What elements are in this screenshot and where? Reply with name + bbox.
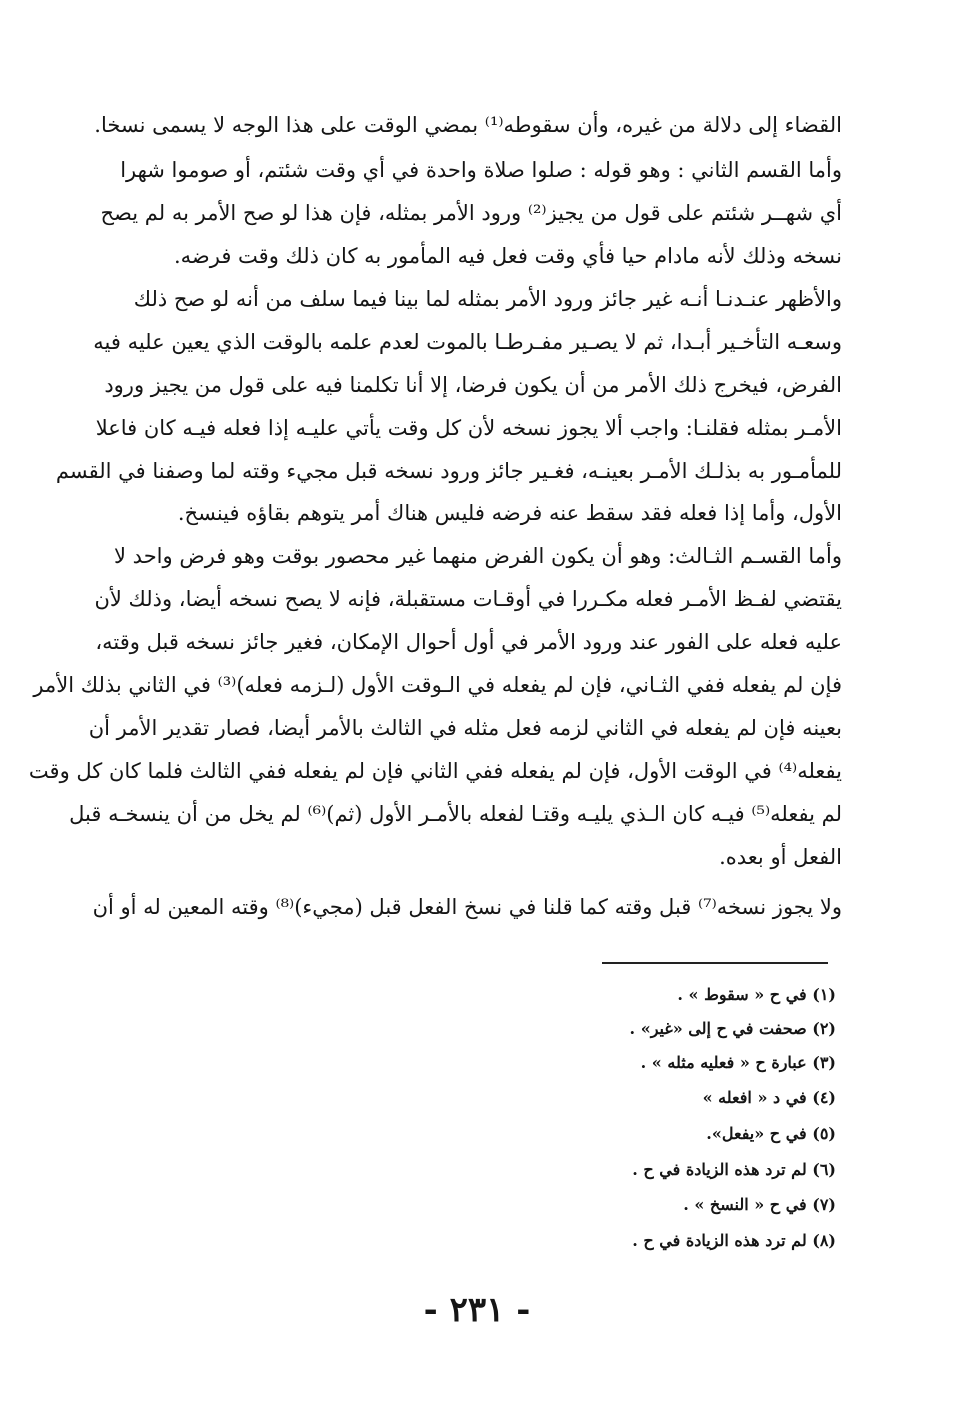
body-line-3: أي شهــر شئتم على قول من يجيز⁽²⁾ ورود الأمر بمثله، فإن هذا لو صح الأمر به لم يصح bbox=[100, 201, 842, 225]
body-line-12: يقتضي لفـظ الأمـر فعله مكـررا في أوقـات مستقبلة، فإنه لا يصح نسخه أيضا، وذلك لأن bbox=[94, 587, 842, 611]
page-number: - ٢٣١ - bbox=[423, 1290, 531, 1330]
body-line-6: وسعـه التأخـير أبـدا، ثم لا يصـير مفـرطـا بالموت لعدم علمه بالوقت الذي يعين عليه فيه bbox=[93, 330, 842, 354]
footnote-6: (٦) لم ترد هذه الزيادة في ح . bbox=[632, 1160, 836, 1179]
footnote-separator bbox=[602, 962, 828, 964]
body-line-4: نسخه وذلك لأنه مادام حيا فأي وقت فعل فيه المأمور به كان ذلك وقت فرضه. bbox=[173, 244, 842, 268]
body-line-16: يفعله⁽⁴⁾ في الوقت الأول، فإن لم يفعله ففي الثاني فإن لم يفعله ففي الثالث فلما كان كل وقت bbox=[28, 759, 842, 783]
body-line-8: الأمـر بمثله فقلنـا: واجب ألا يجوز نسخه لأن كل وقت يأتي عليـه إذا فعله فيـه كان فاعلا bbox=[95, 416, 842, 440]
body-line-7: الفرض، فيخرج ذلك الأمر من أن يكون فرضا، إلا أنا تكلمنا فيه على قول من يجيز ورود bbox=[104, 373, 842, 397]
footnote-2: (٢) صحفت في ح إلى «غير» . bbox=[629, 1019, 836, 1038]
footnote-8: (٨) لم ترد هذه الزيادة في ح . bbox=[632, 1231, 836, 1250]
footnote-7: (٧) في ح « النسخ » . bbox=[683, 1195, 836, 1214]
body-line-14: فإن لم يفعله ففي الثـاني، فإن لم يفعله في الـوقت الأول (لـزمه فعله)⁽³⁾ في الثاني بذلك الأمر bbox=[33, 673, 842, 697]
body-line-13: عليه فعله على الفور عند ورود الأمر في أول أحوال الإمكان، فغير جائز نسخه قبل وقته، bbox=[95, 630, 842, 654]
body-line-17: لم يفعله⁽⁵⁾ فيـه كان الـذي يليـه وقتـا لفعله بالأمـر الأول (ثم)⁽⁶⁾ لم يخل من أن ينسخـه قبل bbox=[69, 802, 842, 826]
body-line-19: ولا يجوز نسخه⁽⁷⁾ قبل وقته كما قلنا في نسخ الفعل قبل (مجيء)⁽⁸⁾ وقته المعين له أو أن bbox=[92, 895, 842, 919]
footnote-3: (٣) عبارة ح « فعليه مثله » . bbox=[640, 1053, 836, 1072]
body-line-2: وأما القسم الثاني : وهو قوله : صلوا صلاة واحدة في أي وقت شئتم، أو صوموا شهرا bbox=[120, 158, 842, 182]
footnote-1: (١) في ح « سقوط » . bbox=[677, 985, 836, 1004]
body-line-9: للمأمـور به بذلـك الأمـر بعينـه، فغـير جائز ورود نسخه قبل مجيء وقته لما وصفنا في القسم bbox=[55, 459, 842, 483]
body-line-10: الأول، وأما إذا فعله فقد سقط عنه فرضه فليس هناك أمر يتوهم بقاؤه فينسخ. bbox=[177, 501, 842, 525]
body-line-1: القضاء إلى دلالة من غيره، وأن سقوطه⁽¹⁾ بمضي الوقت على هذا الوجه لا يسمى نسخا. bbox=[94, 113, 842, 137]
body-line-15: بعينه فإن لم يفعله في الثاني لزمه فعل مثله في الثالث بالأمر أيضا، فصار تقدير الأمر أن bbox=[88, 716, 842, 740]
footnote-4: (٤) في د « افعله » bbox=[702, 1088, 836, 1107]
body-line-5: والأظهر عنـدنـا أنـه غير جائز ورود الأمر بمثله لما بينا فيما سلف من أنه لو صح ذلك bbox=[133, 287, 842, 311]
body-line-11: وأما القسـم الثـالث: وهو أن يكون الفرض منهما غير محصور بوقت وهو فرض واحد لا bbox=[114, 544, 842, 568]
body-line-18: الفعل أو بعده. bbox=[719, 845, 842, 869]
footnote-5: (٥) في ح «يفعل». bbox=[706, 1124, 836, 1143]
